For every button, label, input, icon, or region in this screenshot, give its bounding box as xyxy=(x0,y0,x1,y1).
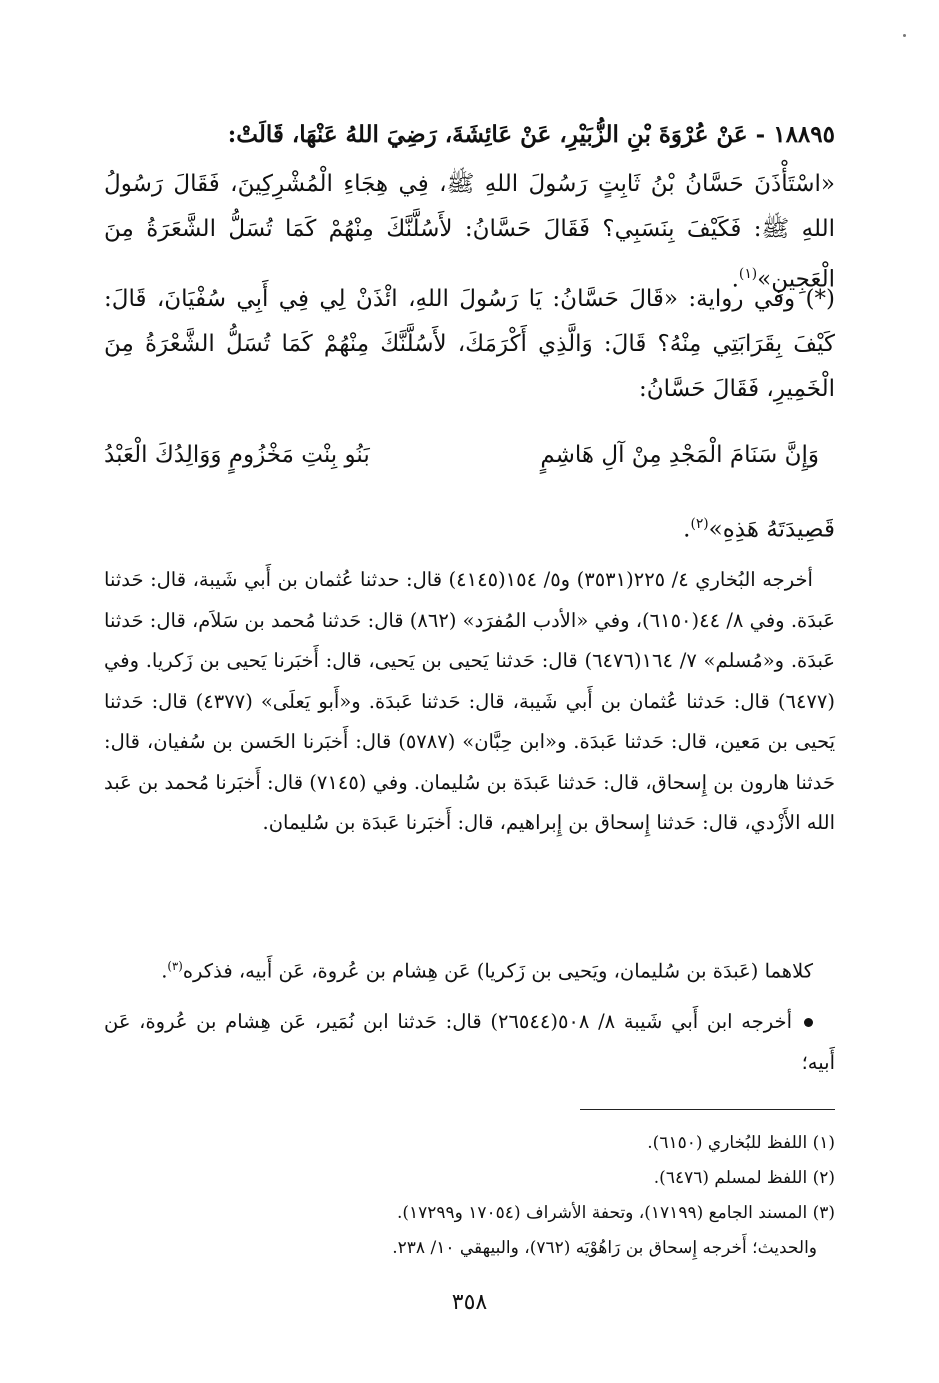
riwaya-text: (*) وفي رواية: «قَالَ حَسَّانُ: يَا رَسُولَ اللهِ، ائْذَنْ لِي فِي أَبِي سُفْيَانَ، قَالَ: كَيْفَ بِقَرَابَتِي مِنْهُ؟ قَالَ: وَالَّذِي أَكْرَمَكَ، لأَسُلَّنَّكَ مِنْهُمْ كَمَا تُسَلُّ الشَّعْرَةُ مِنَ الْخَمِيرِ، فَقَالَ حَسَّانُ: xyxy=(104,286,835,402)
kilahuma-line: كلاهما (عَبدَة بن سُليمان، ويَحيى بن زَكريا) عَن هِشام بن عُروة، عَن أَبيه، فذكره$^{(٣)}$. xyxy=(161,959,813,983)
takhrij-text: أخرجه البُخاري ٤/ ٢٢٥(٣٥٣١) و٥/ ١٥٤(٤١٤٥) قال: حدثنا عُثمان بن أَبي شَيبة، قال: حَدثنا عَبدَة. وفي ٨/ ٤٤(٦١٥٠)، وفي «الأدب المُفرَد» (٨٦٢) قال: حَدثنا مُحمد بن سَلاَم، قال: حَدثنا عَبدَة. و«مُسلم» ٧/ ١٦٤(٦٤٧٦) قال: حَدثنا يَحيى بن يَحيى، قال: أَخبَرنا يَحيى بن زَكريا. وفي (٦٤٧٧) قال: حَدثنا عُثمان بن أَبي شَيبة، قال: حَدثنا عَبدَة. و«أَبو يَعلَى» (٤٣٧٧) قال: حَدثنا يَحيى بن مَعين، قال: حَدثنا عَبدَة. و«ابن حِبَّان» (٥٧٨٧) قال: أَخبَرنا الحَسن بن سُفيان، قال: حَدثنا هارون بن إِسحاق، قال: حَدثنا عَبدَة بن سُليمان. وفي (٧١٤٥) قال: أَخبَرنا مُحمد بن عَبد الله الأَزْدي، قال: حَدثنا إِسحاق بن إِبراهيم، قال: أَخبَرنا عَبدَة بن سُليمان. xyxy=(104,568,835,834)
footnote-3-continuation: والحديث؛ أَخرجه إِسحاق بن رَاهُوْيَه (٧٦٢)، والبيهقي ١٠/ ٢٣٨. xyxy=(392,1238,817,1258)
hadith-riwaya xyxy=(104,277,835,412)
footnote-ref: (٢) xyxy=(690,516,709,532)
footnote-ref: (٣) xyxy=(167,959,183,973)
footnote-3: (٣) المسند الجامع (١٧١٩٩)، وتحفة الأشراف (١٧٠٥٤ و١٧٢٩٩). xyxy=(396,1203,835,1223)
verse-first-hemistich: وَإِنَّ سَنَامَ الْمَجْدِ مِنْ آلِ هَاشِمٍ xyxy=(540,442,819,468)
ibn-abi-shayba-paragraph xyxy=(104,1002,835,1083)
footnote-separator xyxy=(580,1109,835,1110)
hadith-matn: «اسْتَأْذَنَ حَسَّانُ بْنُ ثَابِتٍ رَسُولَ اللهِ ﷺ، فِي هِجَاءِ الْمُشْرِكِينَ، فَقَالَ رَسُولُ اللهِ ﷺ: فَكَيْفَ بِنَسَبِي؟ فَقَالَ حَسَّانُ: لأَسُلَّنَّكَ مِنْهُمْ كَمَا تُسَلُّ الشَّعَرَةُ مِنَ الْعَجِينِ»$^{(١)}$. xyxy=(104,171,835,293)
ibn-abi-shayba-text: أخرجه ابن أَبي شَيبة ٨/ ٥٠٨(٢٦٥٤٤) قال: حَدثنا ابن نُمَير، عَن هِشام بن عُروة، عَن أَبيه؛ xyxy=(104,1010,835,1074)
hadith-number-line: ١٨٨٩٥ - عَنْ عُرْوَةَ بْنِ الزُّبَيْرِ، عَنْ عَائِشَةَ، رَضِيَ اللهُ عَنْهَا، قَالَتْ: xyxy=(227,121,835,148)
page-number: ٣٥٨ xyxy=(451,1290,488,1315)
after-verse-text: قَصِيدَتَهُ هَذِهِ» xyxy=(708,516,835,543)
verse-second-hemistich: بَنُو بِنْتِ مَخْزُومٍ وَوَالِدُكَ الْعَبْدُ xyxy=(104,442,370,468)
hadith-header xyxy=(104,112,835,158)
after-verse-line: قَصِيدَتَهُ هَذِهِ»$^{(٢)}$. xyxy=(683,516,835,543)
footnotes xyxy=(104,1126,835,1266)
scan-dot xyxy=(903,34,906,37)
poem-verse xyxy=(104,442,835,490)
footnote-1: (١) اللفظ للبُخاري (٦١٥٠). xyxy=(647,1133,835,1153)
takhrij-paragraph xyxy=(104,560,835,844)
footnote-ref: (١) xyxy=(738,266,758,282)
matn-text: «اسْتَأْذَنَ حَسَّانُ بْنُ ثَابِتٍ رَسُولَ اللهِ ﷺ، فِي هِجَاءِ الْمُشْرِكِينَ، فَقَالَ رَسُولُ اللهِ ﷺ: فَكَيْفَ بِنَسَبِي؟ فَقَالَ حَسَّانُ: لأَسُلَّنَّكَ مِنْهُمْ كَمَا تُسَلُّ الشَّعَرَةُ مِنَ الْعَجِينِ» xyxy=(104,171,835,293)
bullet-icon xyxy=(804,1018,813,1027)
kilahuma-text: كلاهما (عَبدَة بن سُليمان، ويَحيى بن زَكريا) عَن هِشام بن عُروة، عَن أَبيه، فذكره xyxy=(182,959,813,983)
footnote-2: (٢) اللفظ لمسلم (٦٤٧٦). xyxy=(653,1168,835,1188)
